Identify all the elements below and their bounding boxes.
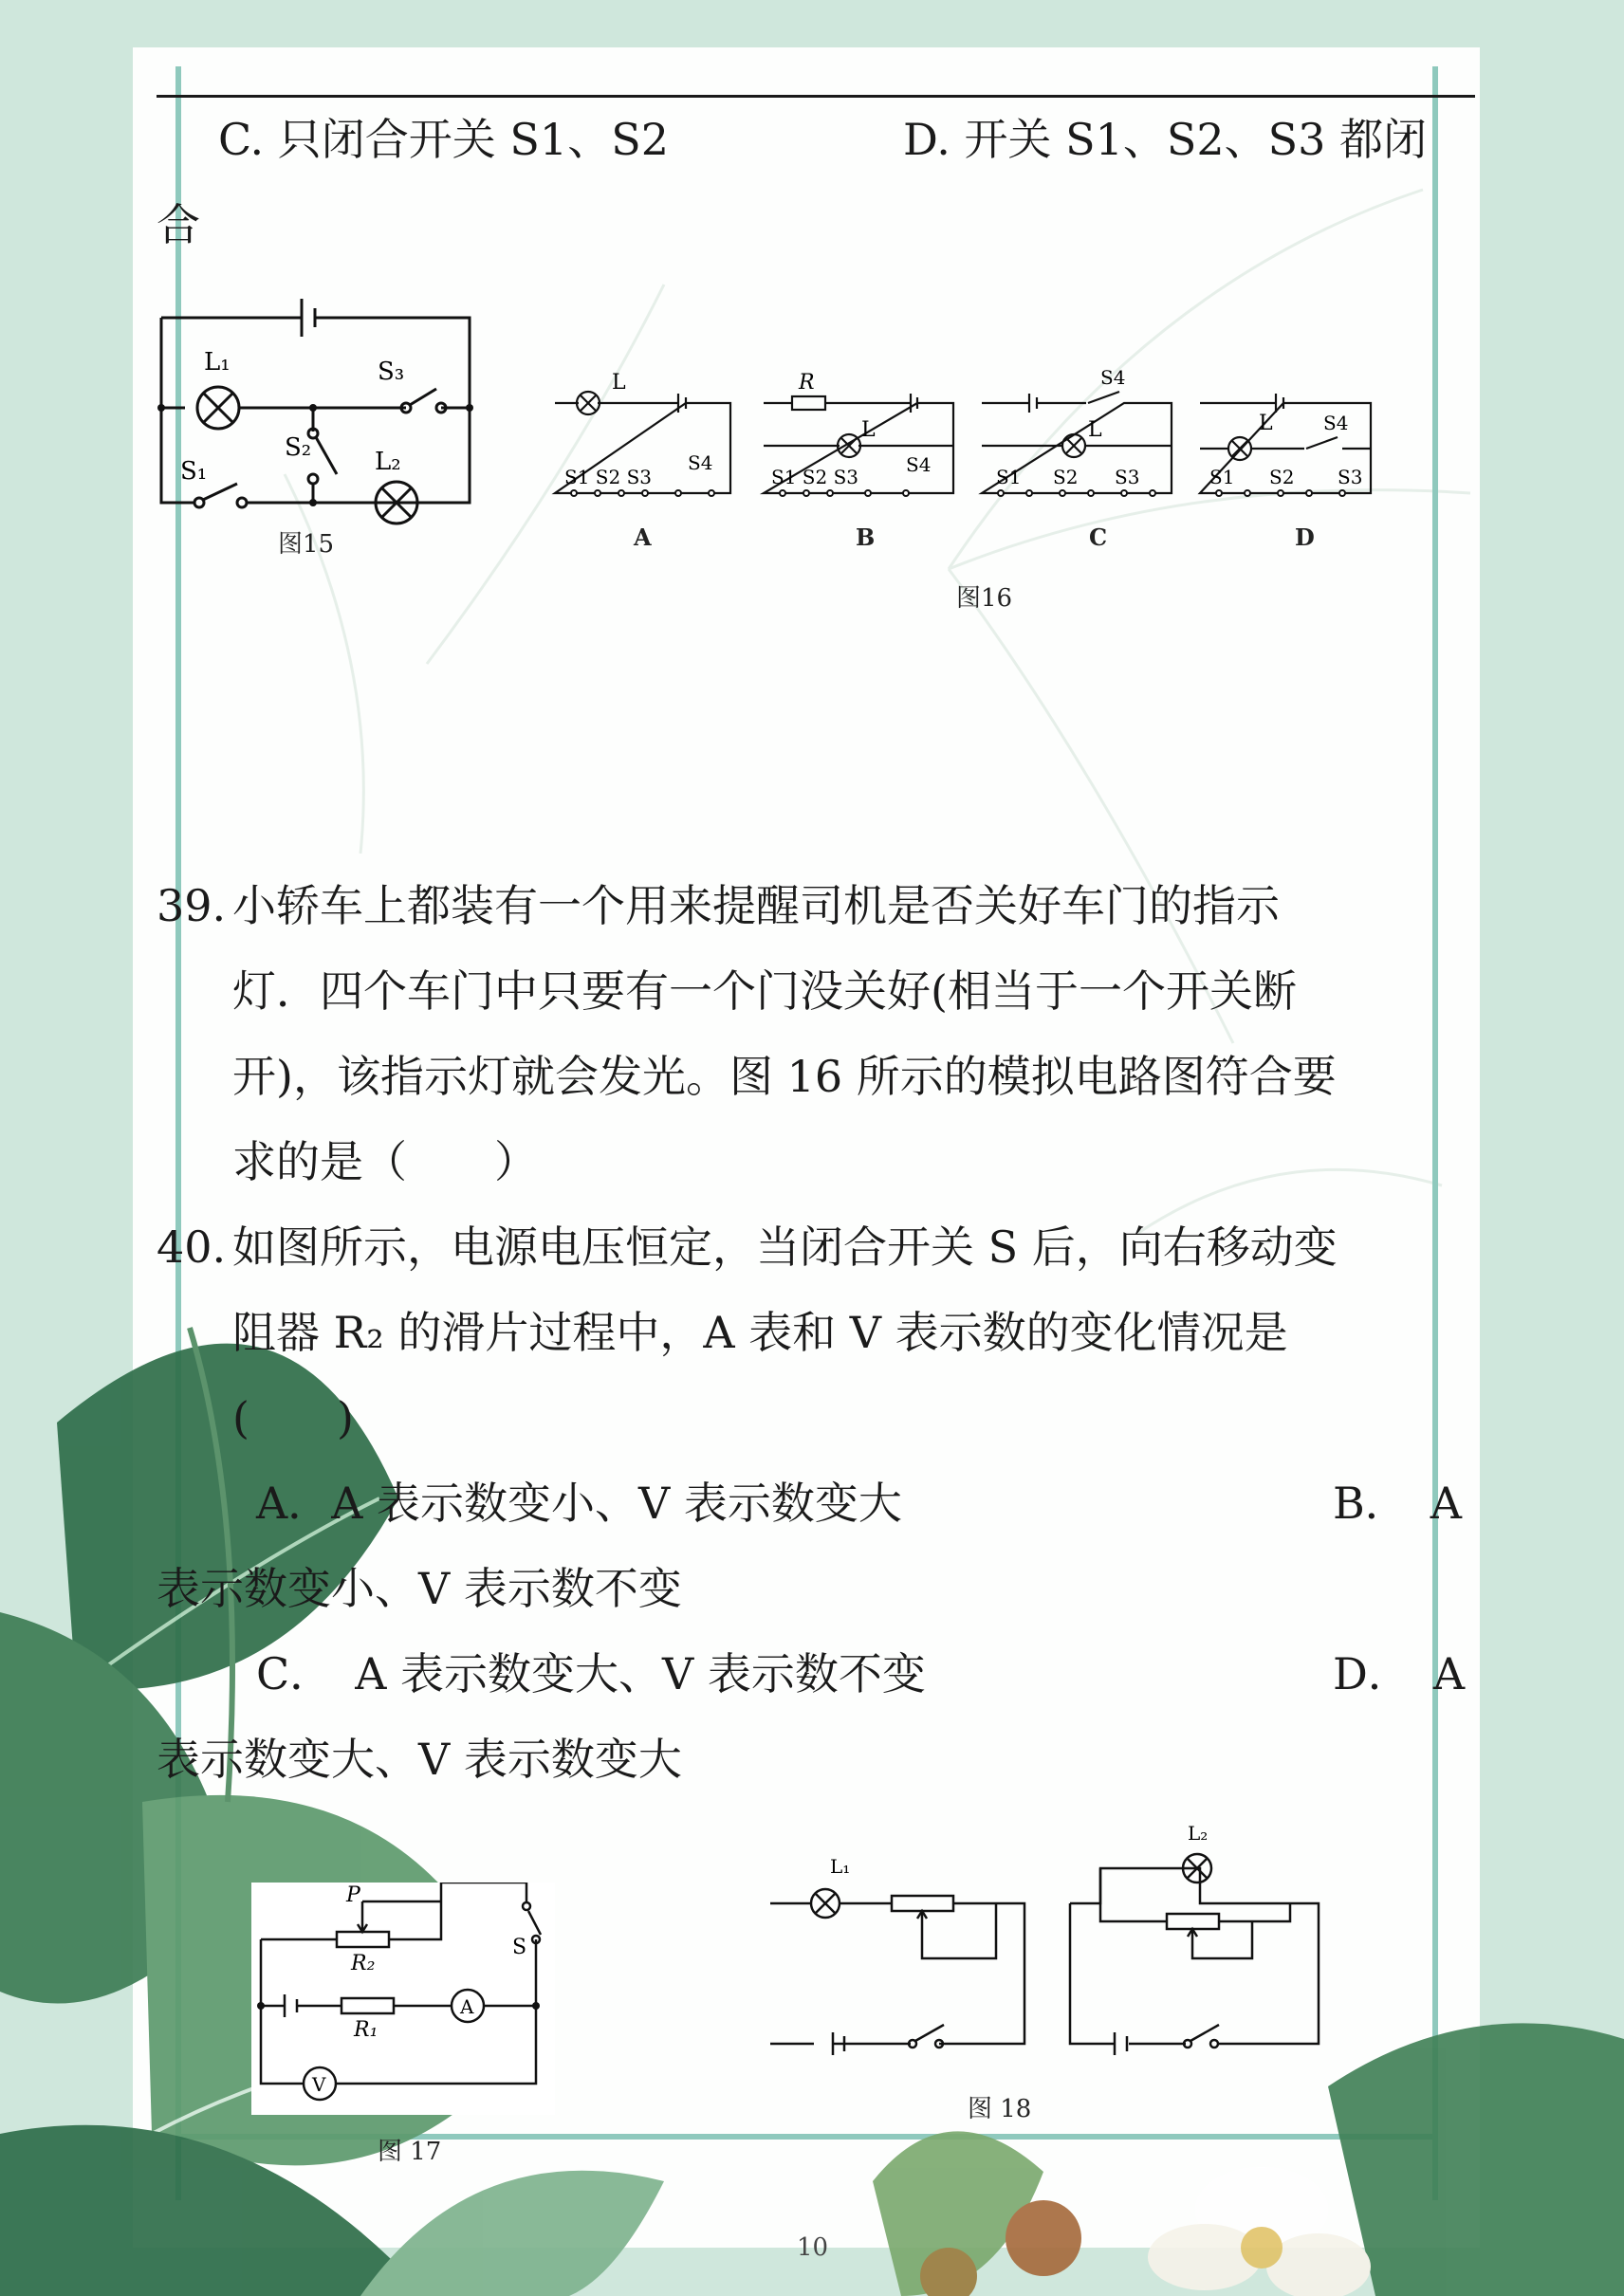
figure-18-caption: 图 18 [968, 2095, 1032, 2123]
fig16d-label-l: L [1259, 412, 1273, 435]
fig17-label-r2: R₂ [351, 1952, 376, 1975]
question-40-line-3: ( ) [232, 1392, 354, 1443]
figure-15-caption: 图15 [278, 530, 335, 559]
fig15-label-l1: L₁ [204, 348, 231, 377]
fig16c-label-s3: S3 [1115, 466, 1140, 488]
question-40-option-b-tail: 表示数变小、V 表示数不变 [157, 1563, 682, 1614]
fig16b-label-switches: S1 S2 S3 [771, 466, 858, 488]
question-39-line-3: 开)，该指示灯就会发光。图 16 所示的模拟电路图符合要 [232, 1051, 1337, 1102]
fig15-label-s3: S₃ [378, 358, 405, 386]
question-40-option-a: A．A 表示数变小、V 表示数变大 [256, 1478, 902, 1529]
fig15-label-l2: L₂ [375, 448, 401, 476]
fig17-label-a: A [460, 1995, 474, 2018]
fig16b-label-s4: S4 [906, 453, 932, 476]
fig17-label-p: P [346, 1883, 360, 1907]
question-39-line-1: 小轿车上都装有一个用来提醒司机是否关好车门的指示 [232, 880, 1280, 931]
question-40-option-c: C． A 表示数变大、V 表示数不变 [256, 1648, 926, 1699]
figure-18-circuits [759, 1826, 1328, 2072]
question-40-line-2: 阻器 R₂ 的滑片过程中，A 表和 V 表示数的变化情况是 [232, 1307, 1288, 1358]
question-40-option-d-tail: 表示数变大、V 表示数变大 [157, 1734, 682, 1785]
fig16c-label-s1: S1 [996, 466, 1022, 488]
fig16d-label-s1: S1 [1209, 466, 1235, 488]
fig17-label-r1: R₁ [354, 2018, 378, 2042]
fig18-label-l1: L₁ [830, 1855, 851, 1878]
option-d-prev-cont: 合 [157, 199, 200, 250]
fig16d-label-s3: S3 [1338, 466, 1363, 488]
question-40-option-b-head: B． A [1333, 1478, 1463, 1529]
fig16d-label-s2: S2 [1269, 466, 1295, 488]
fig16a-label-s4: S4 [688, 451, 713, 474]
option-d-prev: D. 开关 S1、S2、S3 都闭 [903, 114, 1428, 165]
option-c-prev: C. 只闭合开关 S1、S2 [218, 114, 669, 165]
figure-15-circuit [152, 289, 484, 536]
fig16c-label-s4: S4 [1100, 366, 1126, 389]
question-40-option-d-head: D． A [1333, 1648, 1466, 1699]
fig16a-label-switches: S1 S2 S3 [564, 466, 652, 488]
figure-16-caption: 图16 [956, 584, 1013, 613]
page-number: 10 [797, 2233, 829, 2262]
fig16c-label-l: L [1088, 418, 1102, 442]
fig15-label-s1: S₁ [180, 457, 208, 486]
question-40-number: 40. [157, 1221, 227, 1273]
figure-17-caption: 图 17 [378, 2138, 442, 2166]
fig17-label-v: V [312, 2073, 326, 2096]
figure-16-circuits [545, 365, 1399, 507]
question-40-line-1: 如图所示，电源电压恒定，当闭合开关 S 后，向右移动变 [232, 1221, 1338, 1273]
fig16b-label-r: R [799, 371, 815, 395]
fig16b-label-l: L [861, 418, 876, 442]
fig15-label-s2: S₂ [285, 433, 312, 462]
figure-17-circuit [251, 1883, 555, 2115]
fig17-label-s: S [512, 1936, 527, 1959]
fig16d-label-s4: S4 [1323, 412, 1349, 434]
fig16a-label-l: L [612, 371, 626, 395]
fig16-panel-c: C [1089, 523, 1108, 551]
fig18-label-l2: L₂ [1188, 1826, 1209, 1845]
question-39-number: 39. [157, 880, 227, 931]
fig16-panel-d: D [1295, 523, 1315, 551]
fig16-panel-a: A [634, 523, 652, 551]
question-39-line-2: 灯．四个车门中只要有一个门没关好(相当于一个开关断 [232, 965, 1297, 1017]
question-39-line-4: 求的是（ ） [232, 1136, 538, 1187]
fig16c-label-s2: S2 [1053, 466, 1079, 488]
fig16-panel-b: B [856, 523, 876, 551]
